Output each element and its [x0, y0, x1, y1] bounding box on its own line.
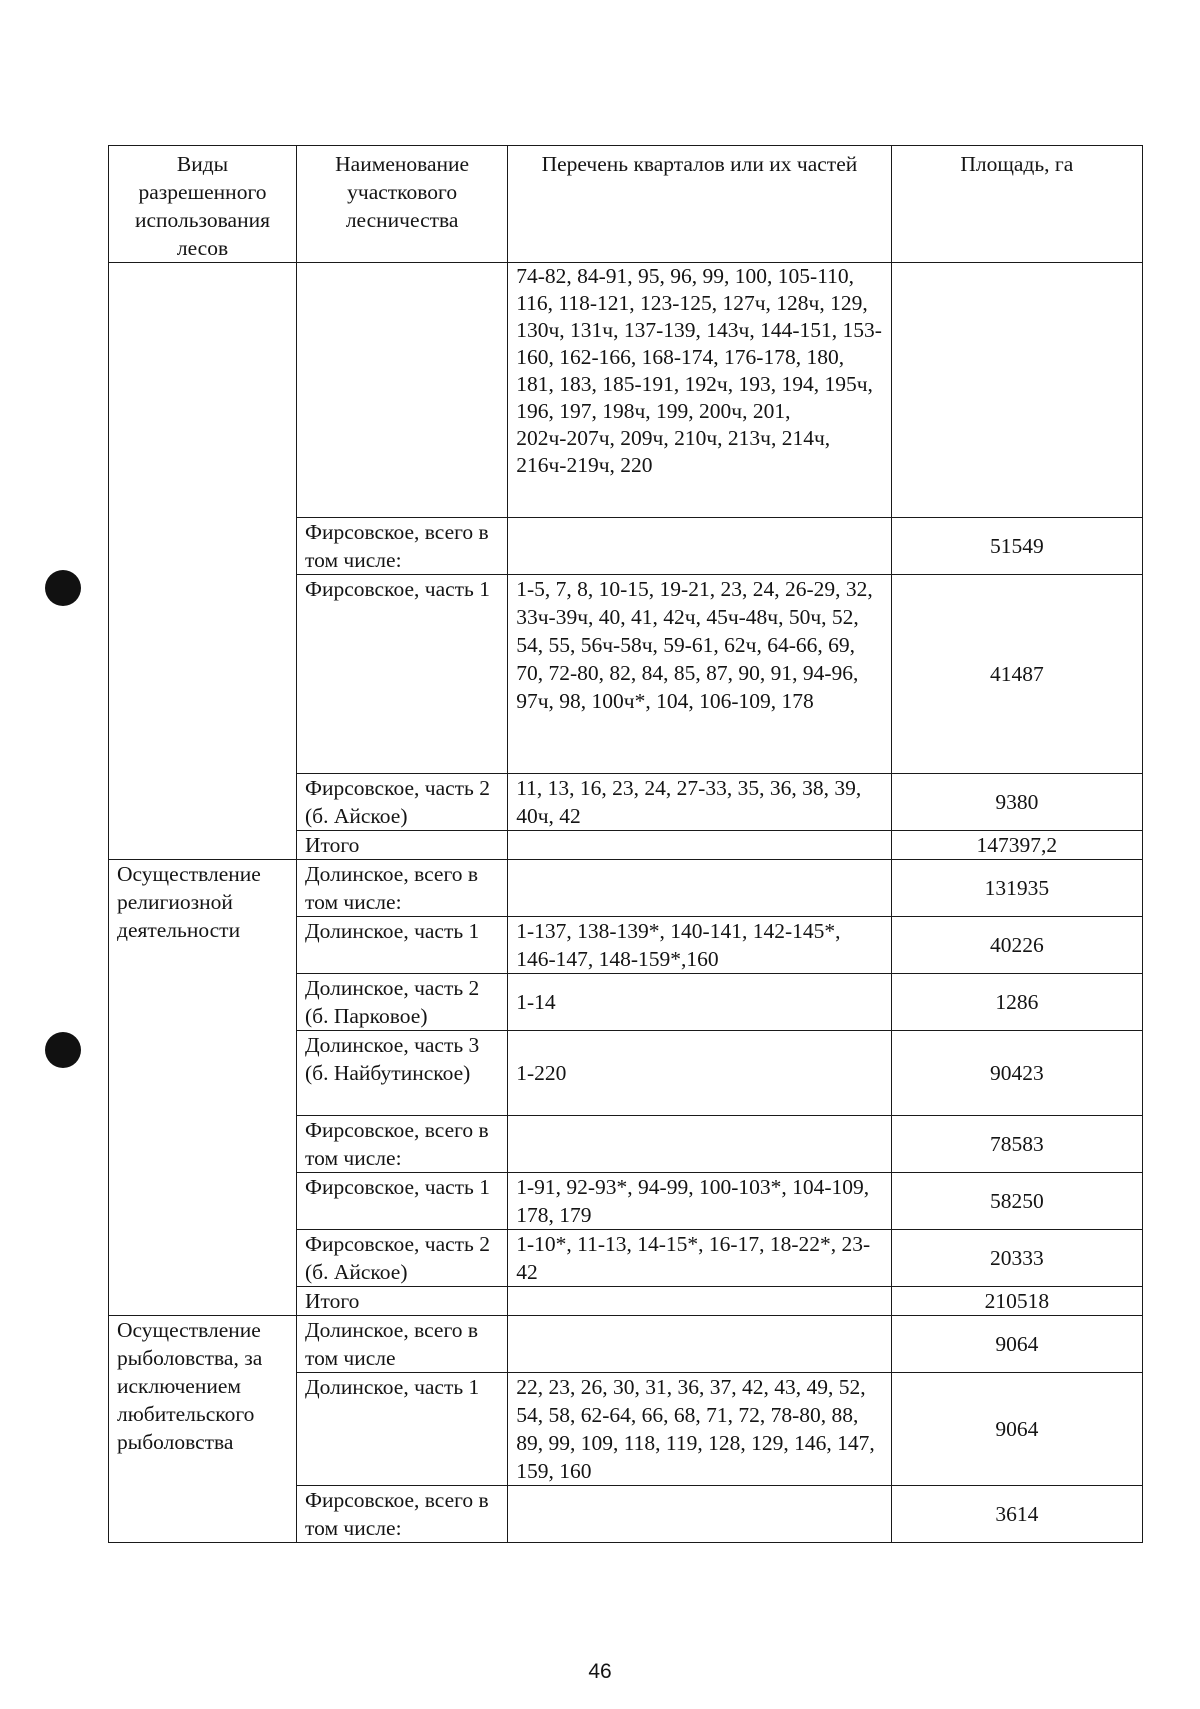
header-forestry-name: Наименование участкового лесничества — [297, 146, 508, 263]
table-row — [109, 860, 1143, 917]
quarters-cell — [508, 860, 891, 917]
forestry-name-cell — [297, 263, 508, 518]
forestry-name-cell: Фирсовское, часть 1 — [297, 1173, 508, 1230]
area-cell: 78583 — [891, 1116, 1142, 1173]
quarters-cell — [508, 1316, 891, 1373]
area-cell: 1286 — [891, 974, 1142, 1031]
use-type-cell: Осуществление религиозной деятельности — [109, 860, 297, 1316]
punch-hole-upper — [45, 570, 81, 606]
quarters-cell: 1-10*, 11-13, 14-15*, 16-17, 18-22*, 23-42 — [508, 1230, 891, 1287]
forestry-name-cell: Фирсовское, часть 2 (б. Айское) — [297, 774, 508, 831]
forestry-name-cell: Долинское, всего в том числе — [297, 1316, 508, 1373]
table-header-row — [109, 146, 1143, 263]
forestry-name-cell: Итого — [297, 831, 508, 860]
punch-hole-lower — [45, 1032, 81, 1068]
table-row — [109, 263, 1143, 518]
area-cell: 58250 — [891, 1173, 1142, 1230]
forest-use-table — [108, 145, 1143, 1543]
forestry-name-cell: Итого — [297, 1287, 508, 1316]
area-cell: 90423 — [891, 1031, 1142, 1116]
forestry-name-cell: Фирсовское, часть 1 — [297, 575, 508, 774]
quarters-cell — [508, 831, 891, 860]
header-quarters: Перечень кварталов или их частей — [508, 146, 891, 263]
area-cell: 210518 — [891, 1287, 1142, 1316]
forestry-name-cell: Долинское, часть 1 — [297, 917, 508, 974]
area-cell — [891, 263, 1142, 518]
forestry-name-cell: Фирсовское, всего в том числе: — [297, 518, 508, 575]
forestry-name-cell: Фирсовское, часть 2 (б. Айское) — [297, 1230, 508, 1287]
area-cell: 147397,2 — [891, 831, 1142, 860]
area-cell: 9064 — [891, 1316, 1142, 1373]
area-cell: 3614 — [891, 1486, 1142, 1543]
area-cell: 131935 — [891, 860, 1142, 917]
forestry-name-cell: Долинское, часть 1 — [297, 1373, 508, 1486]
quarters-cell — [508, 518, 891, 575]
quarters-cell: 1-91, 92-93*, 94-99, 100-103*, 104-109, 178, 179 — [508, 1173, 891, 1230]
forestry-name-cell: Долинское, часть 3 (б. Найбутинское) — [297, 1031, 508, 1116]
area-cell: 9064 — [891, 1373, 1142, 1486]
quarters-cell — [508, 1116, 891, 1173]
area-cell: 20333 — [891, 1230, 1142, 1287]
quarters-cell: 11, 13, 16, 23, 24, 27-33, 35, 36, 38, 39, 40ч, 42 — [508, 774, 891, 831]
quarters-cell: 1-14 — [508, 974, 891, 1031]
area-cell: 51549 — [891, 518, 1142, 575]
quarters-cell: 22, 23, 26, 30, 31, 36, 37, 42, 43, 49, 52, 54, 58, 62-64, 66, 68, 71, 72, 78-80, 88, 89, 99, 109, 118, 119, 128, 129, 146, 147, 159, 160 — [508, 1373, 891, 1486]
forestry-name-cell: Фирсовское, всего в том числе: — [297, 1116, 508, 1173]
quarters-cell: 1-137, 138-139*, 140-141, 142-145*, 146-147, 148-159*,160 — [508, 917, 891, 974]
quarters-cell: 1-220 — [508, 1031, 891, 1116]
forestry-name-cell: Долинское, часть 2 (б. Парковое) — [297, 974, 508, 1031]
forestry-name-cell: Фирсовское, всего в том числе: — [297, 1486, 508, 1543]
use-type-cell: Осуществление рыболовства, за исключением любительского рыболовства — [109, 1316, 297, 1543]
area-cell: 9380 — [891, 774, 1142, 831]
forestry-name-cell: Долинское, всего в том числе: — [297, 860, 508, 917]
quarters-cell — [508, 1486, 891, 1543]
quarters-cell: 1-5, 7, 8, 10-15, 19-21, 23, 24, 26-29, 32, 33ч-39ч, 40, 41, 42ч, 45ч-48ч, 50ч, 52, 54, 55, 56ч-58ч, 59-61, 62ч, 64-66, 69, 70, 72-80, 82, 84, 85, 87, 90, 91, 94-96, 97ч, 98, 100ч*, 104, 106-109, 178 — [508, 575, 891, 774]
quarters-cell — [508, 1287, 891, 1316]
area-cell: 41487 — [891, 575, 1142, 774]
quarters-cell: 74-82, 84-91, 95, 96, 99, 100, 105-110, 116, 118-121, 123-125, 127ч, 128ч, 129, 130ч, 131ч, 137-139, 143ч, 144-151, 153-160, 162-166, 168-174, 176-178, 180, 181, 183, 185-191, 192ч, 193, 194, 195ч, 196, 197, 198ч, 199, 200ч, 201, 202ч-207ч, 209ч, 210ч, 213ч, 214ч, 216ч-219ч, 220 — [508, 263, 891, 518]
header-area: Площадь, га — [891, 146, 1142, 263]
use-type-cell-continued — [109, 263, 297, 860]
area-cell: 40226 — [891, 917, 1142, 974]
header-use-type: Виды разрешенного использования лесов — [109, 146, 297, 263]
table-row — [109, 1316, 1143, 1373]
page-number: 46 — [588, 1660, 612, 1683]
